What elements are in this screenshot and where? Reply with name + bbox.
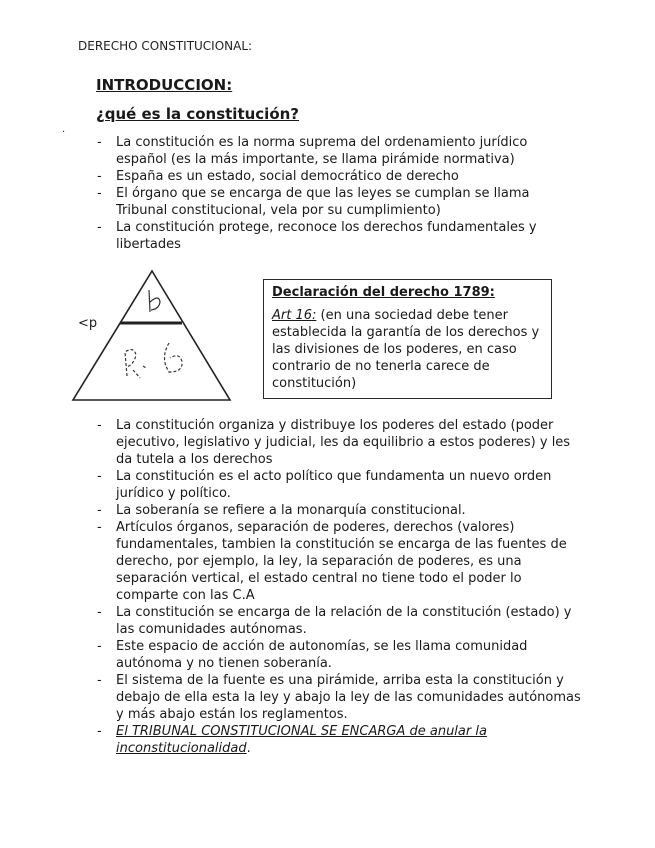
list-item-text: El órgano que se encarga de que las leyes se cumplan se llama Tribunal constitucional, vela por su cumplimiento) [116,186,530,218]
dash-marker: - [97,220,102,235]
list-item [97,219,537,253]
dash-marker: - [97,673,102,688]
pyramid-diagram [70,268,234,404]
list-item-text: España es un estado, social democrático de derecho [116,169,459,184]
dash-marker: - [97,605,102,620]
handwritten-mark-bottom-right [165,343,183,372]
list-item-text: La constitución organiza y distribuye los poderes del estado (poder ejecutivo, legislativo y judicial, les da equilibrio a estos poderes) y les da tutela a los derechos [116,418,571,467]
list-item-text: La soberanía se refiere a la monarquía constitucional. [116,503,466,518]
final-period: . [246,741,251,756]
subsection-heading: ¿qué es la constitución? [96,105,300,123]
document-header: DERECHO CONSTITUCIONAL: [78,39,253,53]
list-item-final [97,723,582,757]
pyramid-outline [73,271,230,400]
list-item-text: La constitución protege, reconoce los derechos fundamentales y libertades [116,220,537,252]
dash-marker: - [97,469,102,484]
declaration-box [263,279,552,399]
list-item [97,168,537,185]
list-item-text: La constitución se encarga de la relación de la constitución (estado) y las comunidades autónomas. [116,605,572,637]
handwritten-mark-top [149,290,160,312]
article-text: (en una sociedad debe tener establecida la garantía de los derechos y las divisiones de los poderes, en caso contrario de no tenerla carece de constitución) [272,308,540,391]
article-reference: Art 16: [272,308,317,323]
dash-marker: - [97,503,102,518]
dash-marker: - [97,520,102,535]
dash-marker: - [97,169,102,184]
list-item-text: La constitución es el acto político que fundamenta un nuevo orden jurídico y político. [116,469,552,501]
list-item [97,468,582,502]
declaration-title: Declaración del derecho 1789: [272,285,495,300]
handwritten-mark-bottom-left [125,350,146,378]
list-item [97,502,582,519]
list-item [97,417,582,468]
section-heading: INTRODUCCION: [96,76,233,94]
intro-bullet-list [97,134,537,253]
side-mark-text: <p [78,316,98,331]
stray-mark: . [62,124,66,135]
list-item [97,604,582,638]
list-item [97,519,582,604]
dash-marker: - [97,186,102,201]
list-item [97,134,537,168]
list-item-text: La constitución es la norma suprema del ordenamiento jurídico español (es la más importante, se llama pirámide normativa) [116,135,528,167]
main-bullet-list [97,417,582,757]
dash-marker: - [97,724,102,739]
list-item-text: Artículos órganos, separación de poderes, derechos (valores) fundamentales, tambien la constitución se encarga de las fuentes de derecho, por ejemplo, la ley, la separación de poderes, es una separación vertical, el estado central no tiene todo el poder lo comparte con las C.A [116,520,567,603]
list-item [97,672,582,723]
dash-marker: - [97,418,102,433]
declaration-body [272,307,543,392]
list-item [97,638,582,672]
list-item-text: Este espacio de acción de autonomías, se les llama comunidad autónoma y no tienen soberanía. [116,639,528,671]
dash-marker: - [97,135,102,150]
list-item [97,185,537,219]
dash-marker: - [97,639,102,654]
final-statement: El TRIBUNAL CONSTITUCIONAL SE ENCARGA de anular la inconstitucionalidad [116,724,487,756]
list-item-text: El sistema de la fuente es una pirámide, arriba esta la constitución y debajo de ella esta la ley y abajo la ley de las comunidades autónomas y más abajo están los reglamentos. [116,673,581,722]
